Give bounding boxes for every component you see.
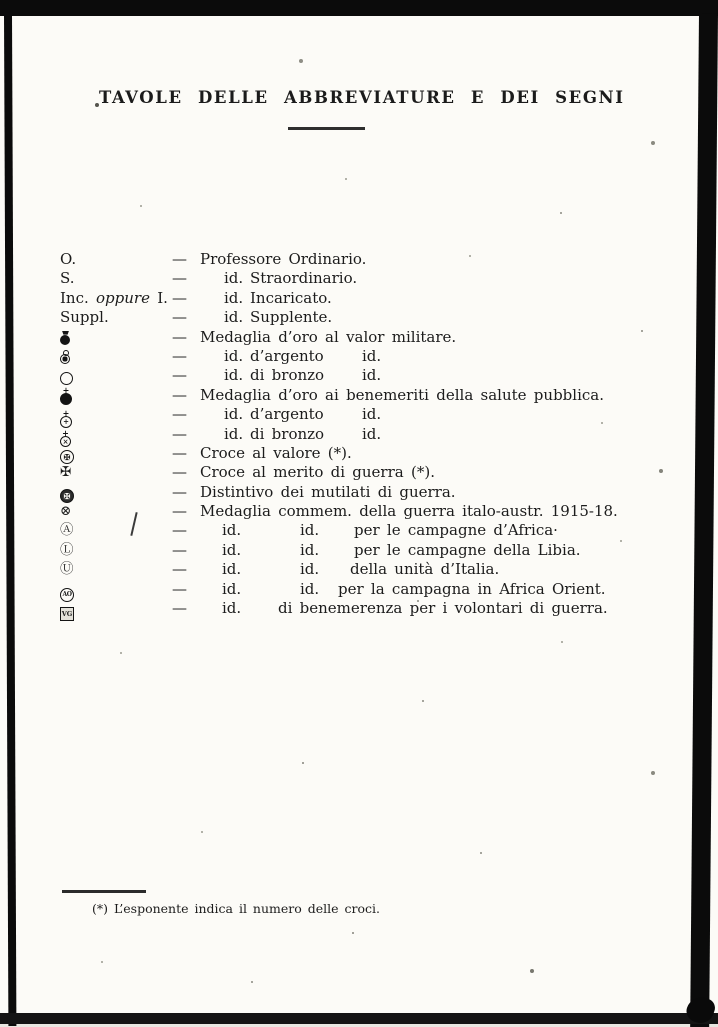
entry-text: id. <box>222 540 242 559</box>
entry-text: della unità d’Italia. <box>350 560 500 579</box>
entry-text: per le campagne della Libia. <box>354 540 581 559</box>
row-dash: — <box>172 502 187 521</box>
entry-text: id. <box>224 405 244 424</box>
table-row <box>0 366 718 385</box>
gold-medal-public-health-icon <box>60 393 72 405</box>
entry-text: Distintivo dei mutilati di guerra. <box>200 482 456 501</box>
entry-text: Croce al merito di guerra (*). <box>200 463 435 482</box>
cross-of-valor-icon: ✠ <box>60 450 74 464</box>
entry-text: id. <box>300 540 320 559</box>
row-dash: — <box>172 540 187 559</box>
entry-text: id. <box>224 308 244 327</box>
table-row <box>0 328 718 347</box>
entry-text: di bronzo <box>250 424 325 443</box>
entry-text: id. <box>300 579 320 598</box>
table-row <box>0 425 718 444</box>
row-dash: — <box>172 405 187 424</box>
libya-campaigns-medal-icon: Ⓛ <box>60 541 74 558</box>
scan-edge-top <box>0 0 718 16</box>
row-dash: — <box>172 269 187 288</box>
table-row <box>0 521 718 540</box>
entry-text: id. <box>222 521 242 540</box>
war-merit-cross-icon: ✠ <box>60 464 72 481</box>
row-dash: — <box>172 482 187 501</box>
table-row <box>0 541 718 560</box>
row-dash: — <box>172 346 187 365</box>
gold-medal-military-valor-icon <box>60 331 71 345</box>
entry-text: id. <box>362 405 382 424</box>
scan-speckles <box>0 0 2 2</box>
row-dash: — <box>172 385 187 404</box>
italo-austrian-war-medal-icon: ⊗ <box>60 503 72 520</box>
table-row <box>0 502 718 521</box>
italian-unity-medal-icon: Ⓤ <box>60 561 74 578</box>
row-dash: — <box>172 424 187 443</box>
row-dash: — <box>172 521 187 540</box>
entry-text: Supplente. <box>250 308 333 327</box>
entry-text: id. <box>224 366 244 385</box>
table-row <box>0 269 718 288</box>
entry-text: di bronzo <box>250 366 325 385</box>
entry-text: id. <box>362 346 382 365</box>
abbrev-straordinario: S. <box>60 269 75 288</box>
table-row <box>0 250 718 269</box>
abbrev-supplente: Suppl. <box>60 308 109 327</box>
table-row <box>0 347 718 366</box>
entry-text: Medaglia d’oro ai benemeriti della salute pubblica. <box>200 385 604 404</box>
silver-medal-military-valor-icon <box>60 350 72 365</box>
east-africa-campaign-medal-icon: AO <box>60 588 74 602</box>
scan-edge-bottom <box>0 1013 718 1024</box>
war-mutilated-badge-icon: ✠ <box>60 489 74 503</box>
table-row <box>0 308 718 327</box>
entry-text: Medaglia commem. della guerra italo-austr. 1915-18. <box>200 502 618 521</box>
entry-text: di benemerenza per i volontari di guerra. <box>278 599 608 618</box>
row-dash: — <box>172 288 187 307</box>
entry-text: Professore Ordinario. <box>200 250 367 268</box>
row-dash: — <box>172 579 187 598</box>
row-dash: — <box>172 308 187 327</box>
table-row <box>0 463 718 482</box>
table-row <box>0 483 718 502</box>
silver-medal-public-health-icon: + + <box>60 416 72 428</box>
bronze-medal-military-valor-icon <box>60 372 73 385</box>
entry-text: Croce al valore (*). <box>200 443 352 462</box>
entry-text: d’argento <box>250 405 324 424</box>
entry-text: id. <box>222 560 242 579</box>
abbreviation-table <box>0 250 718 618</box>
row-dash: — <box>172 366 187 385</box>
entry-text: per la campagna in Africa Orient. <box>338 579 606 598</box>
table-row <box>0 580 718 599</box>
footnote-rule <box>62 890 146 893</box>
title-rule <box>288 127 365 130</box>
entry-text: id. <box>222 579 242 598</box>
entry-text: id. <box>224 346 244 365</box>
bronze-medal-public-health-icon: + × <box>60 436 71 447</box>
table-row <box>0 386 718 405</box>
entry-text: Medaglia d’oro al valor militare. <box>200 327 457 346</box>
table-row <box>0 405 718 427</box>
entry-text: Incaricato. <box>250 288 332 307</box>
abbrev-professore-ordinario: O. <box>60 250 77 268</box>
row-dash: — <box>172 463 187 482</box>
table-row <box>0 560 718 579</box>
entry-text: id. <box>224 269 244 288</box>
row-dash: — <box>172 443 187 462</box>
entry-text: Straordinario. <box>250 269 358 288</box>
page-title: TAVOLE DELLE ABBREVIATURE E DEI SEGNI <box>99 88 625 107</box>
row-dash: — <box>172 250 187 268</box>
entry-text: d’argento <box>250 346 324 365</box>
entry-text: id. <box>362 366 382 385</box>
entry-text: id. <box>224 424 244 443</box>
africa-campaigns-medal-icon: Ⓐ <box>60 522 74 539</box>
table-row <box>0 444 718 463</box>
table-row <box>0 599 718 618</box>
war-volunteers-merit-medal-icon: VG <box>60 607 74 621</box>
row-dash: — <box>172 327 187 346</box>
row-dash: — <box>172 560 187 579</box>
entry-text: per le campagne d’Africa· <box>354 521 558 540</box>
entry-text: id. <box>362 424 382 443</box>
entry-text: id. <box>300 560 320 579</box>
footnote-text: (*) L’esponente indica il numero delle croci. <box>92 901 380 916</box>
row-dash: — <box>172 599 187 618</box>
table-row <box>0 289 718 308</box>
entry-text: id. <box>300 521 320 540</box>
entry-text: id. <box>222 599 242 618</box>
entry-text: id. <box>224 288 244 307</box>
abbrev-incaricato: Inc. oppure I. <box>60 288 168 307</box>
